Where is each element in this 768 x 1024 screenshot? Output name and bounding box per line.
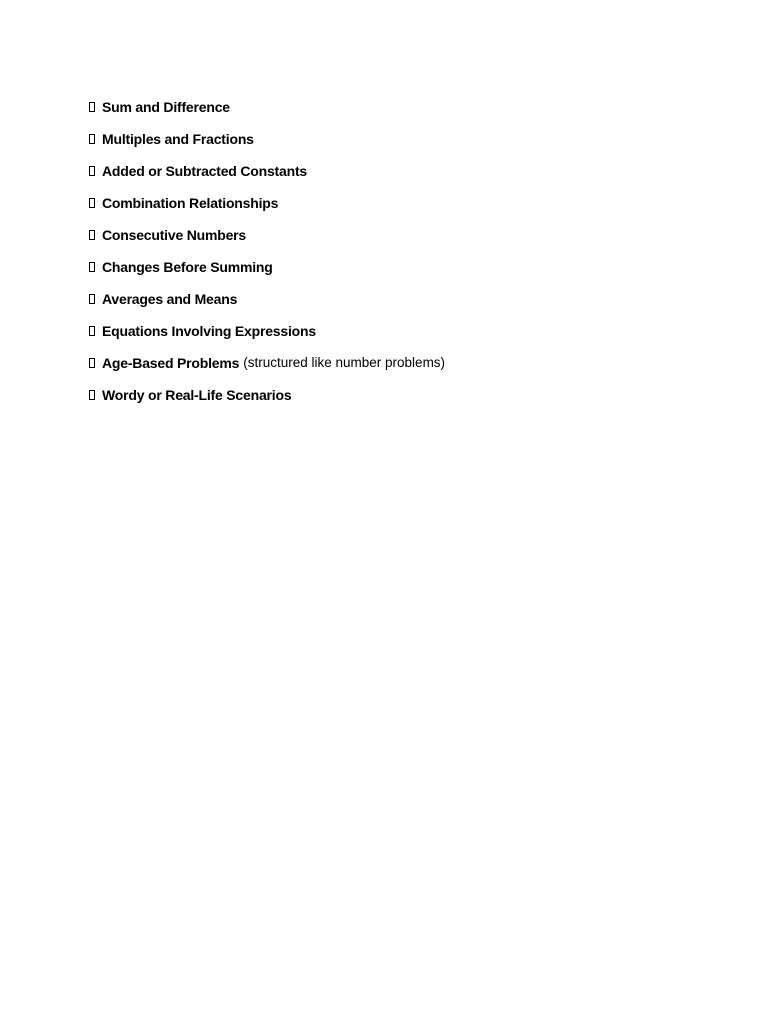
topic-label: Sum and Difference bbox=[102, 99, 230, 115]
bullet-icon bbox=[89, 230, 95, 240]
bullet-icon bbox=[89, 358, 95, 368]
bullet-icon bbox=[89, 102, 95, 112]
bullet-icon bbox=[89, 294, 95, 304]
topic-label: Age-Based Problems bbox=[102, 355, 240, 371]
topic-note: (structured like number problems) bbox=[243, 355, 446, 370]
list-item bbox=[89, 187, 445, 219]
topic-label: Multiples and Fractions bbox=[102, 131, 254, 147]
list-item bbox=[89, 155, 445, 187]
topic-label: Equations Involving Expressions bbox=[102, 323, 316, 339]
list-item bbox=[89, 219, 445, 251]
topic-label: Consecutive Numbers bbox=[102, 227, 247, 243]
topic-label: Averages and Means bbox=[102, 291, 238, 307]
topic-list bbox=[89, 91, 445, 411]
list-item bbox=[89, 315, 445, 347]
topic-label: Wordy or Real-Life Scenarios bbox=[102, 387, 292, 403]
list-item bbox=[89, 91, 445, 123]
topic-label: Changes Before Summing bbox=[102, 259, 273, 275]
list-item bbox=[89, 123, 445, 155]
bullet-icon bbox=[89, 326, 95, 336]
bullet-icon bbox=[89, 198, 95, 208]
topic-label: Combination Relationships bbox=[102, 195, 279, 211]
list-item bbox=[89, 251, 445, 283]
bullet-icon bbox=[89, 166, 95, 176]
bullet-icon bbox=[89, 262, 95, 272]
bullet-icon bbox=[89, 134, 95, 144]
list-item bbox=[89, 347, 445, 379]
list-item bbox=[89, 379, 445, 411]
list-item bbox=[89, 283, 445, 315]
bullet-icon bbox=[89, 390, 95, 400]
topic-label: Added or Subtracted Constants bbox=[102, 163, 307, 179]
